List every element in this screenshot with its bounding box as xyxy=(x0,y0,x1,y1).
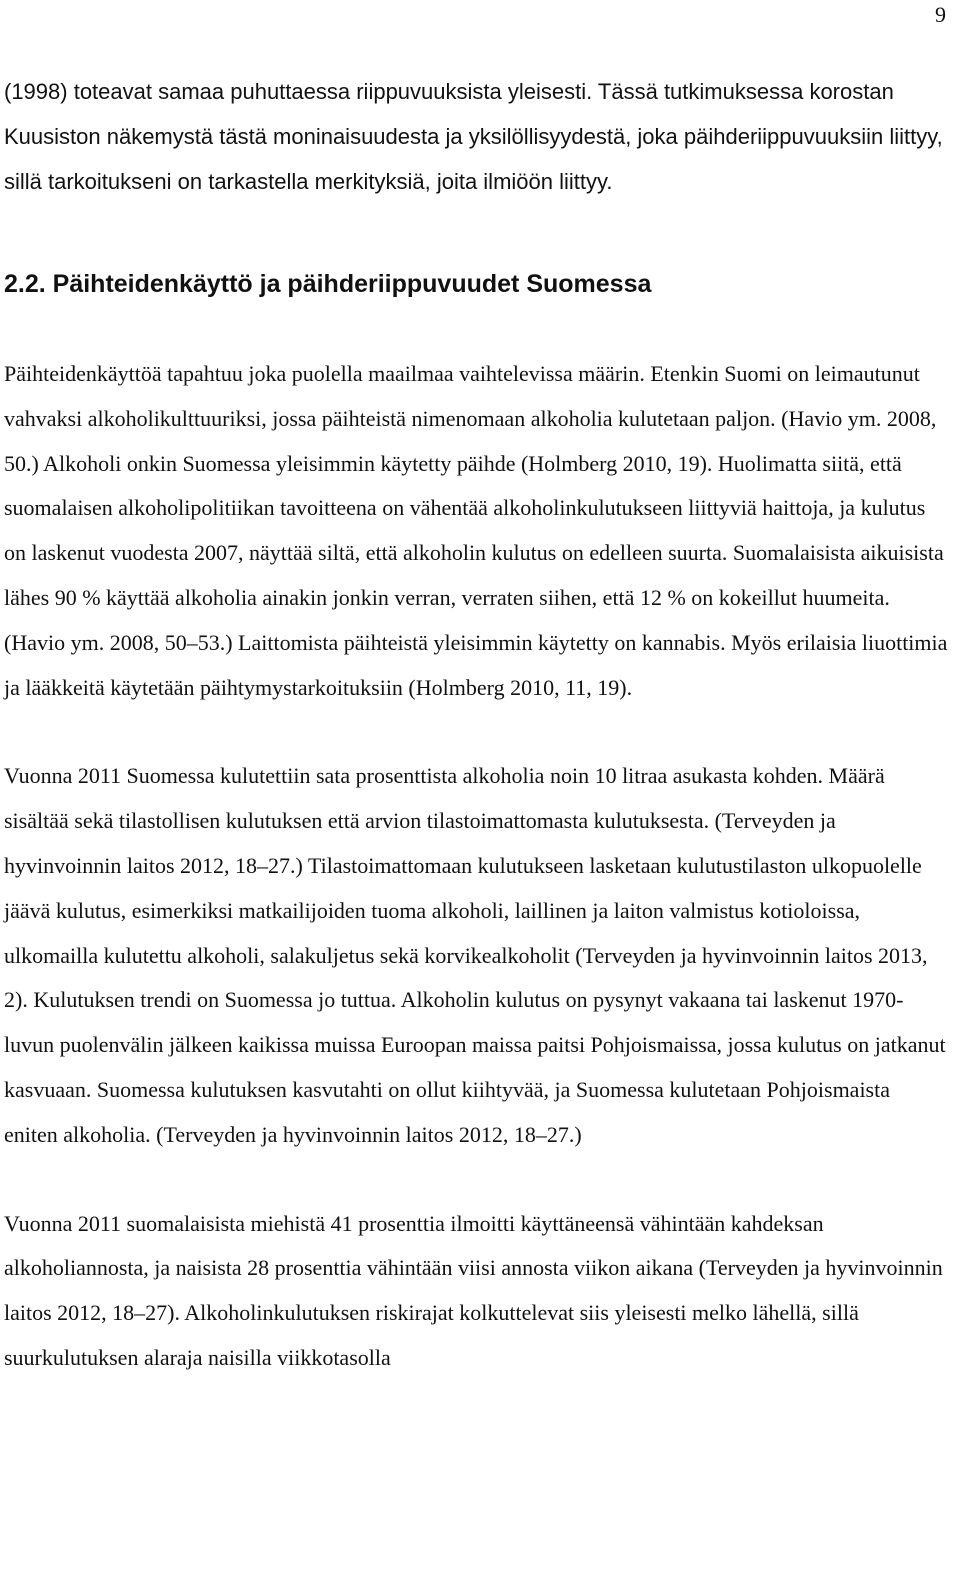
page-number: 9 xyxy=(935,2,946,27)
intro-paragraph: (1998) toteavat samaa puhuttaessa riippuvuuksista yleisesti. Tässä tutkimuksessa korostan Kuusiston näkemystä tästä moninaisuudesta ja yksilöllisyydestä, joka päihderiippuvuuksiin liittyy, sillä tarkoitukseni on tarkastella merkityksiä, joita ilmiöön liittyy. xyxy=(4,79,943,194)
body-paragraph-1: Päihteidenkäyttöä tapahtuu joka puolella maailmaa vaihtelevissa määrin. Etenkin Suomi on leimautunut vahvaksi alkoholikulttuuriksi, jossa päihteistä nimenomaan alkoholia kulutetaan paljon. (Havio ym. 2008, 50.) Alkoholi onkin Suomessa yleisimmin käytetty päihde (Holmberg 2010, 19). Huolimatta siitä, että suomalaisen alkoholipolitiikan tavoitteena on vähentää alkoholinkulutukseen liittyviä haittoja, ja kulutus on laskenut vuodesta 2007, näyttää siltä, että alkoholin kulutus on edelleen suurta. Suomalaisista aikuisista lähes 90 % käyttää alkoholia ainakin jonkin verran, verraten siihen, että 12 % on kokeillut huumeita. (Havio ym. 2008, 50–53.) Laittomista päihteistä yleisimmin käytetty on kannabis. Myös erilaisia liuottimia ja lääkkeitä käytetään päihtymystarkoituksiin (Holmberg 2010, 11, 19). xyxy=(4,361,948,700)
document-body xyxy=(4,69,948,1425)
body-paragraph-3: Vuonna 2011 suomalaisista miehistä 41 prosenttia ilmoitti käyttäneensä vähintään kahdeksan alkoholiannosta, ja naisista 28 prosenttia vähintään viisi annosta viikon aikana (Terveyden ja hyvinvoinnin laitos 2012, 18–27). Alkoholinkulutuksen riskirajat kolkuttelevat siis yleisesti melko lähellä, sillä suurkulutuksen alaraja naisilla viikkotasolla xyxy=(4,1210,943,1370)
section-heading: 2.2. Päihteidenkäyttö ja päihderiippuvuudet Suomessa xyxy=(4,270,652,298)
body-paragraph-2: Vuonna 2011 Suomessa kulutettiin sata prosenttista alkoholia noin 10 litraa asukasta kohden. Määrä sisältää sekä tilastollisen kulutuksen että arvion tilastoimattomasta kulutuksesta. (Terveyden ja hyvinvoinnin laitos 2012, 18–27.) Tilastoimattomaan kulutukseen lasketaan kulutustilaston ulkopuolelle jäävä kulutus, esimerkiksi matkailijoiden tuoma alkoholi, laillinen ja laiton valmistus kotioloissa, ulkomailla kulutettu alkoholi, salakuljetus sekä korvikealkoholit (Terveyden ja hyvinvoinnin laitos 2013, 2). Kulutuksen trendi on Suomessa jo tuttua. Alkoholin kulutus on pysynyt vakaana tai laskenut 1970-luvun puolenvälin jälkeen kaikissa muissa Euroopan maissa paitsi Pohjoismaissa, jossa kulutus on jatkanut kasvuaan. Suomessa kulutuksen kasvutahti on ollut kiihtyvää, ja Suomessa kulutetaan Pohjoismaista eniten alkoholia. (Terveyden ja hyvinvoinnin laitos 2012, 18–27.) xyxy=(4,763,946,1147)
